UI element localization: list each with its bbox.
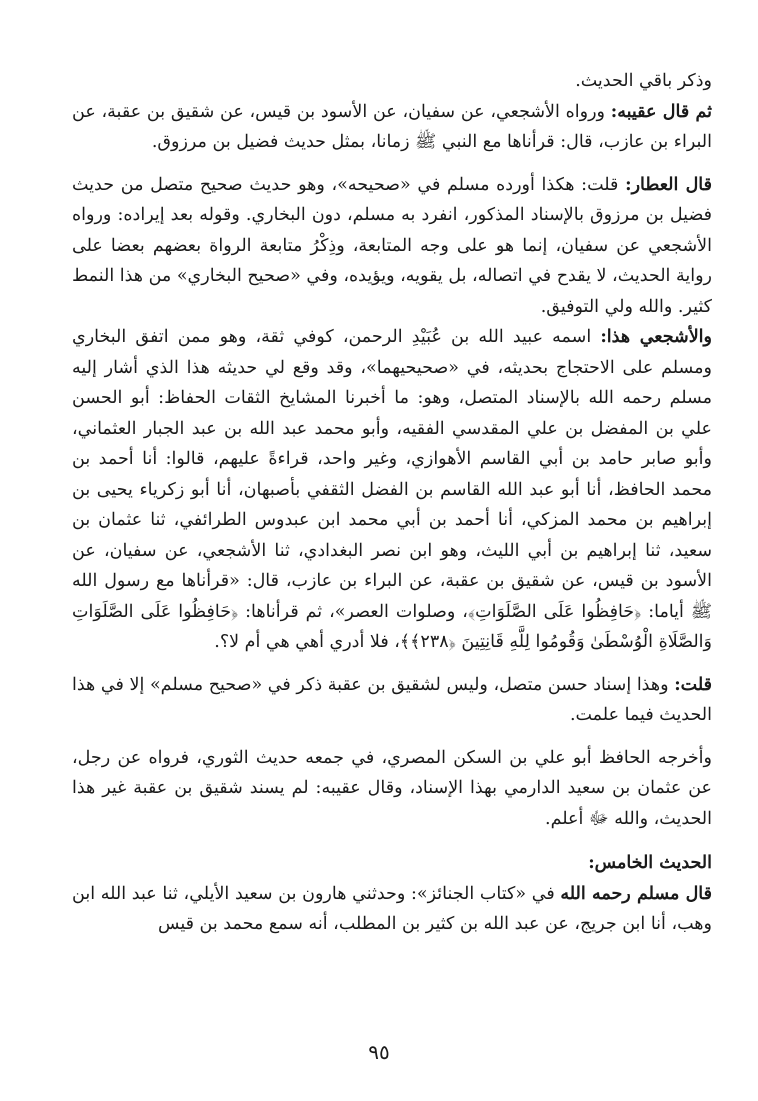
page-number: ٩٥ [368,1040,390,1064]
paragraph-text: في «كتاب الجنائز»: وحدثني هارون بن سعيد الأيلي، ثنا عبد الله ابن وهب، أنا ابن جريج، عن عبد الله بن كثير بن المطلب، أنه سمع محمد بن قيس [72,883,712,934]
paragraph-text: ورواه الأشجعي، عن سفيان، عن الأسود بن قيس، عن شقيق بن عقبة، عن البراء بن عازب، قال: قرأناها مع النبي ﷺ زمانا، بمثل حديث فضيل بن مرزوق. [72,101,712,152]
paragraph-al-attar [72,170,712,323]
page-body [72,66,712,940]
paragraph-lead: والأشجعي هذا: [600,327,712,347]
paragraph-text: وذكر باقي الحديث. [575,71,712,91]
paragraph-text: وهذا إسناد حسن متصل، وليس لشقيق بن عقبة ذكر في «صحيح مسلم» إلا في هذا الحديث فيما علمت. [72,674,712,725]
paragraph-i-said [72,670,712,731]
paragraph-text: اسمه عبيد الله بن عُبَيْدِ الرحمن، كوفي ثقة، وهو ممن اتفق البخاري ومسلم على الاحتجاج بحديثه، في «صحيحيهما»، وقد وقع لي حديثه هذا الذي أشار إليه مسلم رحمه الله بالإسناد المتصل، وهو: ما أخبرنا المشايخ الثقات الحفاظ: أبو الحسن علي بن المفضل بن علي المقدسي الفقيه، وأبو محمد عبد الله بن عبد الجبار العثماني، وأبو صابر حامد بن أبي القاسم الأهوازي، وغير واحد، قراءةً عليهم، قالوا: أنا أحمد بن محمد الحافظ، أنا أبو عبد الله القاسم بن الفضل الثقفي بأصبهان، أنا أبو زكرياء يحيى بن إبراهيم بن محمد المزكي، أنا أحمد بن أبي محمد ابن عبدوس الطرائفي، ثنا عثمان بن سعيد، ثنا إبراهيم بن أبي الليث، وهو ابن نصر البغدادي، ثنا الأشجعي، عن سفيان، عن الأسود بن قيس، عن شقيق بن عقبة، عن البراء بن عازب، قال: «قرأناها مع رسول الله ﷺ أياما: ﴿حَافِظُوا عَلَى الصَّلَوَاتِ﴾، وصلوات العصر»، ثم قرأناها: ﴿حَافِظُوا عَلَى الصَّلَوَاتِ وَالصَّلَاةِ الْوُسْطَىٰ وَقُومُوا لِلَّهِ قَانِتِينَ ﴿٢٣٨﴾﴾، فلا أدري أهي هي أم لا؟. [72,327,712,652]
paragraph-lead: قلت: [674,674,712,695]
paragraph-ibn-al-sakan [72,743,712,835]
paragraph-muslim-said [72,879,712,940]
section-heading: الحديث الخامس: [588,853,712,873]
paragraph-lead: قال مسلم رحمه الله [560,883,712,904]
paragraph-al-ashjai [72,322,712,658]
paragraph-then-said [72,97,712,158]
paragraph-lead: ثم قال عقيبه: [610,101,712,122]
paragraph-text: وأخرجه الحافظ أبو علي بن السكن المصري، في جمعه حديث الثوري، فرواه عن رجل، عن عثمان بن سعيد الدارمي بهذا الإسناد، وقال عقيبه: لم يسند شقيق بن عقبة غير هذا الحديث، والله ﷻ أعلم. [72,747,712,829]
paragraph-text: قلت: هكذا أورده مسلم في «صحيحه»، وهو حديث صحيح متصل من حديث فضيل بن مرزوق بالإسناد المذكور، انفرد به مسلم، دون البخاري. وقوله بعد إيراده: ورواه الأشجعي عن سفيان، إنما هو على وجه المتابعة، وذِكْرُ متابعة الرواة بعضهم بعضا على رواية الحديث، لا يقدح في اتصاله، بل يقويه، ويؤيده، وفي «صحيح البخاري» من هذا النمط كثير. والله ولي التوفيق. [71,174,712,317]
paragraph-lead: قال العطار: [625,174,712,195]
paragraph-intro [72,66,712,97]
